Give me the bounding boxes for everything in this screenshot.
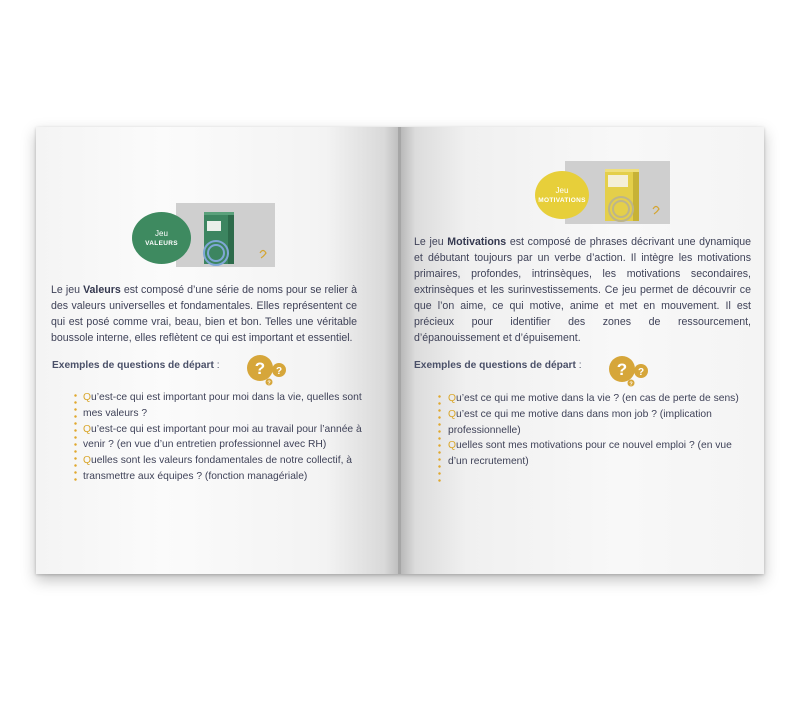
motivations-badge: [535, 171, 589, 219]
badge-game-name: VALEURS: [145, 239, 178, 247]
game-name: Motivations: [447, 236, 507, 248]
questions-heading: [414, 360, 582, 371]
question-initial: Q: [448, 408, 457, 420]
questions-list: [83, 390, 371, 485]
intro-lead: Le jeu: [51, 284, 84, 296]
question-item: [448, 391, 748, 407]
svg-text:?: ?: [254, 359, 266, 378]
question-text: u’est ce qui me motive dans dans mon job ? (implication professionnelle): [448, 408, 712, 436]
question-initial: Q: [83, 455, 92, 467]
questions-list: [448, 391, 748, 470]
question-text: uelles sont les valeurs fondamentales de notre collectif, à transmettre aux équipes ? (fonction managériale): [83, 455, 353, 482]
left-page: [36, 127, 399, 574]
svg-text:?: ?: [275, 366, 283, 377]
question-marks-icon: [607, 354, 653, 388]
svg-text:?: ?: [637, 367, 645, 378]
question-item: [448, 438, 748, 470]
question-marks-icon: [245, 353, 291, 387]
intro-lead: Le jeu: [414, 236, 448, 248]
intro-body: est composé de phrases décrivant une dynamique et débutant toujours par un verbe d’action. Il intègre les motivations primaires, profondes, intrinsèques, les motivations secondaires, extrinsèques et les surinvestissements. Ce jeu permet de découvrir ce que l’on aime, ce qui motive, anime et met en mouvement. Il est précieux pour identifier des zones de ressourcement, d’épanouissement et d’épuisement.: [414, 236, 751, 344]
question-text: uelles sont mes motivations pour ce nouvel emploi ? (en vue d’un recrutement): [448, 440, 732, 468]
question-initial: Q: [448, 393, 457, 404]
question-text: u’est-ce qui est important pour moi au travail pour l’année à venir ? (en vue d’un entretien professionnel avec RH): [83, 423, 362, 451]
dotted-bullet-line: [74, 392, 77, 483]
questions-heading: [52, 360, 220, 371]
question-item: [83, 422, 371, 454]
heading-colon: :: [575, 360, 582, 371]
question-text: u’est-ce qui est important pour moi dans la vie, quelles sont mes valeurs ?: [83, 392, 362, 419]
open-booklet: [36, 127, 764, 574]
question-item: [83, 390, 371, 422]
question-text: u’est ce qui me motive dans la vie ? (en cas de perte de sens): [456, 393, 739, 404]
question-initial: Q: [448, 440, 457, 452]
question-initial: Q: [83, 392, 92, 403]
game-name: Valeurs: [83, 284, 121, 296]
question-initial: Q: [83, 423, 92, 435]
motivations-intro-paragraph: [414, 234, 751, 346]
right-page: [401, 127, 764, 574]
badge-jeu-label: Jeu: [555, 185, 569, 195]
badge-game-name: MOTIVATIONS: [538, 196, 586, 204]
badge-jeu-label: Jeu: [155, 228, 168, 238]
question-item: [83, 453, 371, 485]
question-item: [448, 407, 748, 439]
valeurs-badge: [132, 212, 191, 264]
heading-label: Exemples de questions de départ: [414, 360, 576, 371]
svg-text:?: ?: [629, 381, 633, 388]
svg-text:?: ?: [616, 360, 628, 379]
dotted-bullet-line: [438, 393, 441, 486]
intro-body: est composé d’une série de noms pour se relier à des valeurs universelles et fondamentales. Elles représentent ce qui est posé comme vrai, beau, bien et bon. Telles une véritable boussole interne, elles reflètent ce qui est important et essentiel.: [51, 284, 357, 344]
heading-label: Exemples de questions de départ: [52, 360, 214, 371]
valeurs-intro-paragraph: [51, 282, 357, 346]
heading-colon: :: [213, 360, 220, 371]
svg-text:?: ?: [267, 380, 271, 387]
